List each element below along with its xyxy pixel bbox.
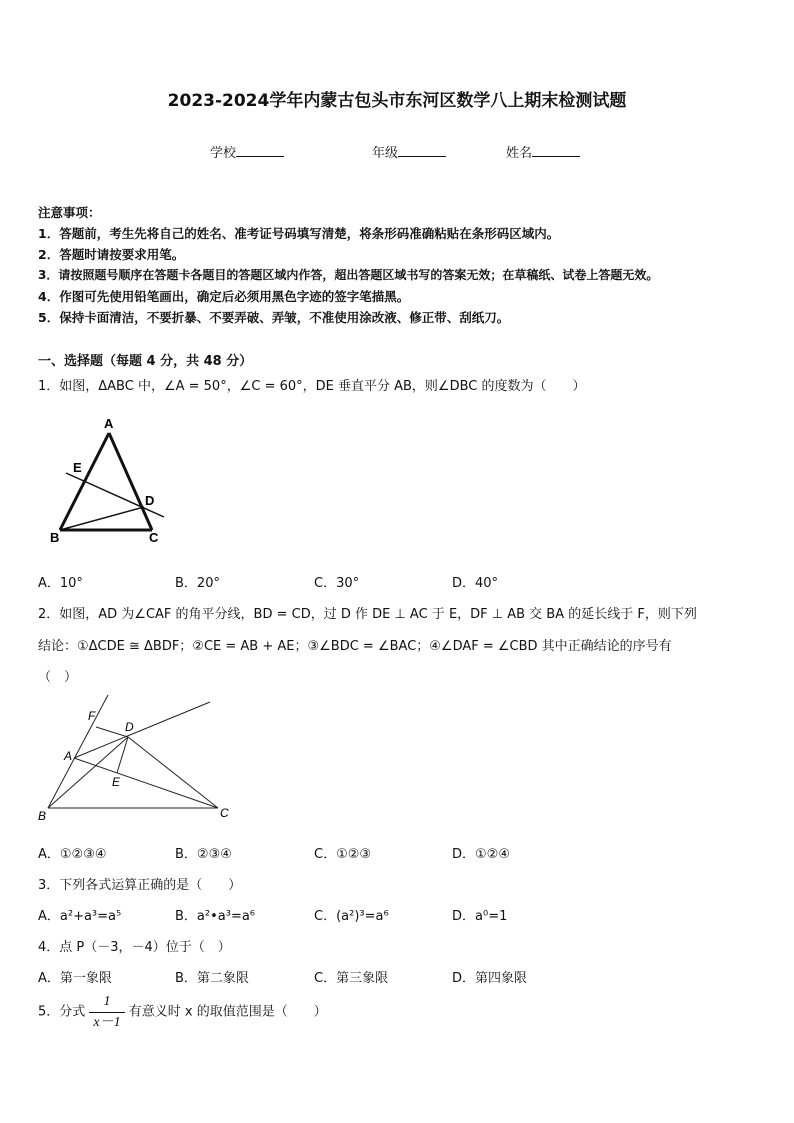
label-b: B xyxy=(38,809,47,823)
q3-option-a[interactable]: A．a²+a³=a⁵ xyxy=(38,909,122,924)
fraction-denominator: x－1 xyxy=(93,1015,121,1030)
q4-option-d[interactable]: D．第四象限 xyxy=(452,971,528,986)
question-2-line3: （ ） xyxy=(38,670,78,685)
q2-option-b[interactable]: B．②③④ xyxy=(175,847,232,862)
label-f: F xyxy=(88,709,96,723)
q1-option-c[interactable]: C．30° xyxy=(314,576,360,591)
fraction xyxy=(89,992,124,1033)
segment-df xyxy=(96,727,128,737)
question-1-figure xyxy=(40,410,180,550)
q4-option-b[interactable]: B．第二象限 xyxy=(175,971,249,986)
q3-option-d[interactable]: D．a⁰=1 xyxy=(452,909,508,924)
question-1-text: 1．如图，ΔABC 中，∠A = 50°，∠C = 60°，DE 垂直平分 AB，则∠DBC 的度数为（ ） xyxy=(38,379,586,394)
label-a: A xyxy=(104,416,114,431)
question-2-figure xyxy=(34,690,244,830)
q2-option-a[interactable]: A．①②③④ xyxy=(38,847,107,862)
q3-option-b[interactable]: B．a²•a³=a⁶ xyxy=(175,909,256,924)
notice-item: 1．答题前，考生先将自己的姓名、准考证号码填写清楚，将条形码准确粘贴在条形码区域内。 xyxy=(38,226,560,241)
school-blank[interactable] xyxy=(236,144,284,157)
question-5-prefix: 5．分式 xyxy=(38,1004,86,1020)
notice-item: 2．答题时请按要求用笔。 xyxy=(38,247,185,262)
name-field[interactable] xyxy=(506,142,580,161)
label-a: A xyxy=(64,749,73,763)
q1-option-d[interactable]: D．40° xyxy=(452,576,499,591)
question-3-text: 3．下列各式运算正确的是（ ） xyxy=(38,878,242,893)
q1-option-a[interactable]: A．10° xyxy=(38,576,83,591)
question-2-line1: 2．如图，AD 为∠CAF 的角平分线，BD = CD，过 D 作 DE ⊥ AC 于 E，DF ⊥ AB 交 BA 的延长线于 F，则下列 xyxy=(38,607,697,622)
q2-option-d[interactable]: D．①②④ xyxy=(452,847,510,862)
label-d: D xyxy=(125,720,134,734)
label-d: D xyxy=(145,493,155,508)
question-4-text: 4．点 P（－3，－4）位于（ ） xyxy=(38,940,231,955)
grade-label: 年级 xyxy=(372,146,399,161)
notice-item: 5．保持卡面清洁，不要折暴、不要弄破、弄皱，不准使用涂改液、修正带、刮纸刀。 xyxy=(38,310,510,325)
grade-blank[interactable] xyxy=(398,144,446,157)
q2-option-c[interactable]: C．①②③ xyxy=(314,847,372,862)
q3-option-c[interactable]: C．(a²)³=a⁶ xyxy=(314,909,389,924)
notice-item: 3．请按照题号顺序在答题卡各题目的答题区域内作答，超出答题区域书写的答案无效；在草稿纸、试卷上答题无效。 xyxy=(38,268,659,282)
label-c: C xyxy=(149,530,159,545)
page-title: 2023-2024学年内蒙古包头市东河区数学八上期末检测试题 xyxy=(167,91,627,111)
grade-field[interactable] xyxy=(372,142,446,161)
segment-bd xyxy=(60,507,144,530)
label-e: E xyxy=(73,460,82,475)
label-c: C xyxy=(220,806,229,820)
fraction-numerator: 1 xyxy=(89,992,124,1013)
name-blank[interactable] xyxy=(532,144,580,157)
school-label: 学校 xyxy=(210,146,237,161)
q1-option-b[interactable]: B．20° xyxy=(175,576,220,591)
q4-option-a[interactable]: A．第一象限 xyxy=(38,971,112,986)
section-heading: 一、选择题（每题 4 分，共 48 分） xyxy=(38,354,253,369)
school-field[interactable] xyxy=(210,142,284,161)
q4-option-c[interactable]: C．第三象限 xyxy=(314,971,389,986)
label-b: B xyxy=(50,530,60,545)
label-e: E xyxy=(112,775,121,789)
question-5 xyxy=(38,992,327,1033)
line-fb xyxy=(48,695,108,808)
notice-item: 4．作图可先使用铅笔画出，确定后必须用黑色字迹的签字笔描黑。 xyxy=(38,289,410,304)
segment-cd xyxy=(128,737,218,808)
name-label: 姓名 xyxy=(506,146,533,161)
question-5-suffix: 有意义时 x 的取值范围是（ ） xyxy=(128,1004,327,1020)
question-2-line2: 结论：①ΔCDE ≅ ΔBDF；②CE = AB + AE；③∠BDC = ∠BAC；④∠DAF = ∠CBD 其中正确结论的序号有 xyxy=(38,639,672,654)
notice-heading: 注意事项： xyxy=(38,205,101,220)
